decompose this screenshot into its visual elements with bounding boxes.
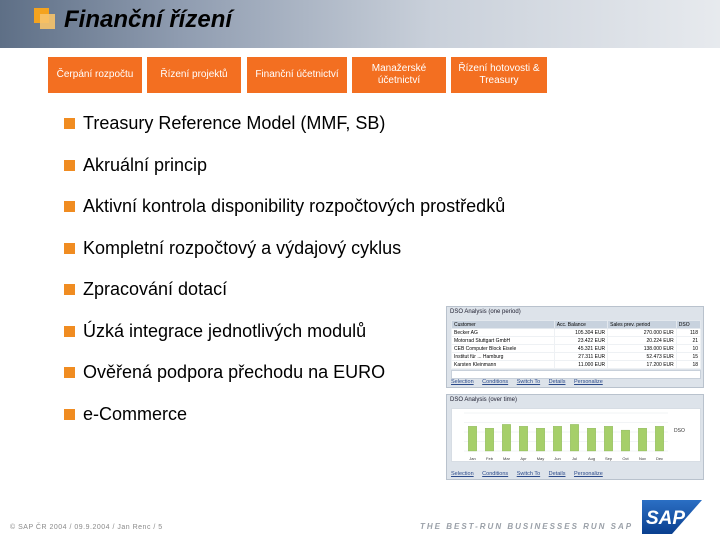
chart-bar: [570, 424, 579, 451]
table-cell: 118: [676, 329, 700, 337]
chart-legend: DSO: [674, 428, 685, 434]
table-cell: Becker AG: [452, 329, 555, 337]
personalize-link[interactable]: Personalize: [574, 471, 603, 477]
tab-manazerske-ucetnictvi[interactable]: Manažerské účetnictví: [352, 57, 446, 93]
tab-cerpani-rozpoctu[interactable]: Čerpání rozpočtu: [48, 57, 142, 93]
personalize-link[interactable]: Personalize: [574, 379, 603, 385]
chart-bar: [587, 428, 596, 451]
bullet-icon: [64, 201, 75, 212]
table-header-row: [452, 321, 701, 329]
table-row[interactable]: [452, 337, 701, 345]
table-cell: 20.224 EUR: [608, 337, 677, 345]
footer-slogan: THE BEST-RUN BUSINESSES RUN SAP: [420, 522, 634, 531]
column-header[interactable]: Acc. Balance: [554, 321, 607, 329]
sap-logo: [642, 500, 702, 534]
list-item: [64, 362, 505, 404]
list-item-text: Úzká integrace jednotlivých modulů: [83, 320, 367, 341]
chart-tick-label: Feb: [486, 456, 493, 461]
chart-bar: [502, 424, 511, 451]
chart-tick-label: Jan: [469, 456, 476, 461]
table-cell: 18: [676, 361, 700, 369]
table-cell: 17.200 EUR: [608, 361, 677, 369]
list-item-text: Akruální princip: [83, 154, 208, 175]
list-item: [64, 113, 505, 155]
table-cell: Karsten Kleinmann: [452, 361, 555, 369]
dso-chart: [451, 408, 701, 462]
chart-bar: [519, 426, 528, 451]
chart-bar: [553, 426, 562, 451]
chart-tick-label: May: [536, 456, 545, 461]
chart-bar: [655, 426, 664, 451]
table-cell: 270.000 EUR: [608, 329, 677, 337]
table-cell: 138.000 EUR: [608, 345, 677, 353]
bullet-icon: [64, 409, 75, 420]
table-row[interactable]: [452, 361, 701, 369]
table-cell: 45.321 EUR: [554, 345, 607, 353]
chart-tick-label: Mar: [503, 456, 510, 461]
bullet-icon: [64, 367, 75, 378]
dso-table: [451, 320, 701, 369]
chart-bar: [604, 426, 613, 451]
bullet-icon: [64, 160, 75, 171]
list-item: [64, 155, 505, 197]
bullet-icon: [64, 243, 75, 254]
filter-input[interactable]: [451, 370, 701, 379]
list-item-text: Zpracování dotací: [83, 279, 228, 299]
list-item: [64, 321, 505, 363]
list-item: [64, 279, 505, 321]
table-cell: CEB Computer Block Eisele: [452, 345, 555, 353]
chart-bar: [638, 428, 647, 451]
selection-link[interactable]: Selection: [451, 379, 474, 385]
footer-copyright: © SAP ČR 2004 / 09.9.2004 / Jan Renc / 5: [10, 524, 163, 531]
chart-bar: [485, 428, 494, 451]
list-item: [64, 196, 505, 238]
chart-tick-label: Nov: [638, 456, 647, 461]
tab-rizeni-projektu[interactable]: Řízení projektů: [147, 57, 241, 93]
column-header[interactable]: DSO: [676, 321, 700, 329]
table-cell: 105.304 EUR: [554, 329, 607, 337]
panel-title: DSO Analysis (one period): [450, 309, 521, 315]
chart-tick-label: Aug: [587, 456, 596, 461]
table-cell: 15: [676, 353, 700, 361]
dso-chart-svg: [452, 409, 702, 463]
table-cell: 11.000 EUR: [554, 361, 607, 369]
chart-tick-label: Sep: [604, 456, 613, 461]
table-cell: 21: [676, 337, 700, 345]
panel-links: [451, 379, 610, 385]
list-item-text: Kompletní rozpočtový a výdajový cyklus: [83, 237, 402, 258]
dso-chart-panel: [446, 394, 704, 480]
details-link[interactable]: Details: [548, 379, 566, 385]
chart-bar: [536, 428, 545, 451]
table-cell: 10: [676, 345, 700, 353]
bullet-icon: [64, 326, 75, 337]
header-decor-secondary: [40, 14, 55, 29]
table-row[interactable]: [452, 345, 701, 353]
switch-to-link[interactable]: Switch To: [516, 379, 541, 385]
feature-list: [64, 113, 505, 445]
table-cell: Motorrad Stuttgart GmbH: [452, 337, 555, 345]
switch-to-link[interactable]: Switch To: [516, 471, 541, 477]
bullet-icon: [64, 284, 75, 295]
table-cell: 52.473 EUR: [608, 353, 677, 361]
panel-title: DSO Analysis (over time): [450, 397, 518, 403]
dso-table-panel: [446, 306, 704, 388]
table-cell: 23.422 EUR: [554, 337, 607, 345]
bullet-icon: [64, 118, 75, 129]
tab-rizeni-hotovosti[interactable]: Řízení hotovosti & Treasury: [451, 57, 547, 93]
chart-tick-label: Dec: [655, 456, 664, 461]
chart-tick-label: Oct: [622, 456, 629, 461]
conditions-link[interactable]: Conditions: [482, 379, 509, 385]
column-header[interactable]: Customer: [452, 321, 555, 329]
details-link[interactable]: Details: [548, 471, 566, 477]
page-title: Finanční řízení: [64, 6, 233, 33]
chart-bar: [468, 426, 477, 451]
table-row[interactable]: [452, 329, 701, 337]
list-item-text: e-Commerce: [83, 403, 188, 424]
tab-financni-ucetnictvi[interactable]: Finanční účetnictví: [247, 57, 347, 93]
table-cell: 27.311 EUR: [554, 353, 607, 361]
selection-link[interactable]: Selection: [451, 471, 474, 477]
chart-tick-label: Apr: [520, 456, 527, 461]
list-item: [64, 404, 505, 446]
chart-tick-label: Jul: [571, 456, 578, 461]
column-header[interactable]: Sales prev. period: [608, 321, 677, 329]
list-item-text: Ověřená podpora přechodu na EURO: [83, 362, 386, 382]
chart-bar: [621, 430, 630, 451]
chart-tick-label: Jun: [554, 456, 561, 461]
panel-links: [451, 471, 610, 477]
table-row[interactable]: [452, 353, 701, 361]
sap-logo-text: SAP: [646, 508, 686, 529]
list-item-text: Treasury Reference Model (MMF, SB): [83, 113, 386, 133]
list-item: [64, 238, 505, 280]
table-cell: Institut für ... Hamburg: [452, 353, 555, 361]
conditions-link[interactable]: Conditions: [482, 471, 509, 477]
list-item-text: Aktivní kontrola disponibility rozpočtových prostředků: [83, 196, 506, 216]
